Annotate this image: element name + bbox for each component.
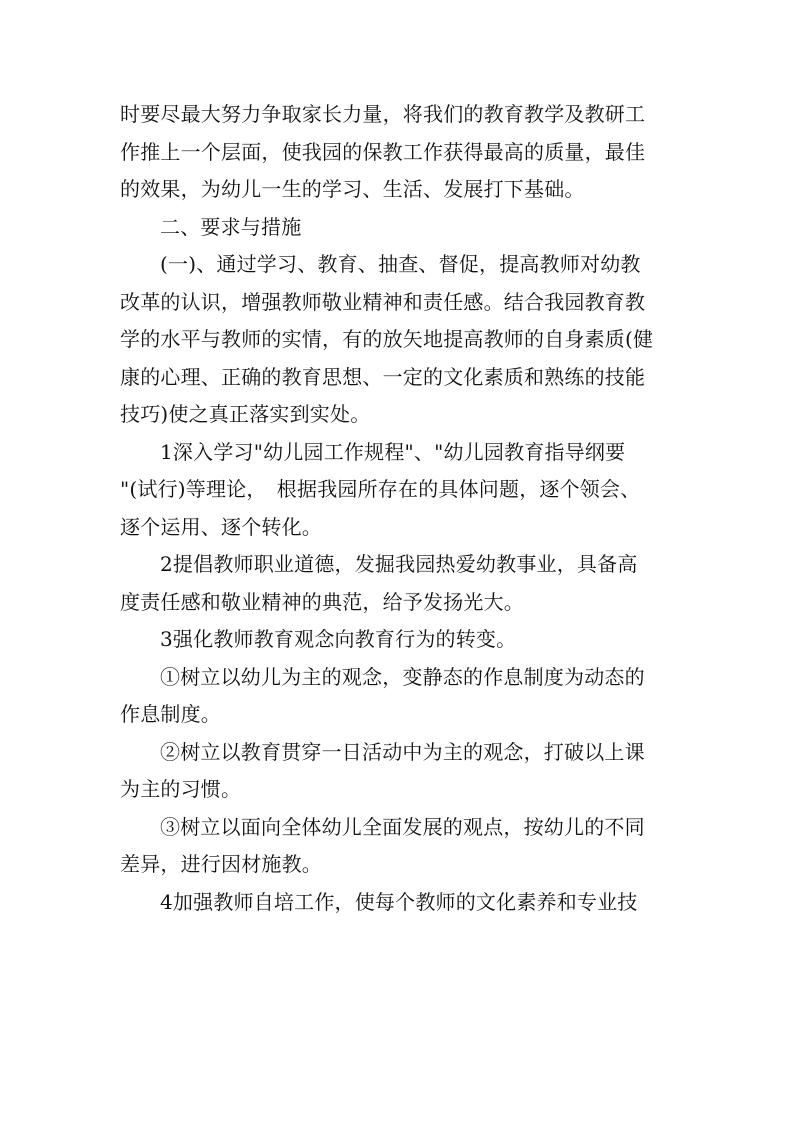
list-item-line: 3强化教师教育观念向教育行为的转变。 (160, 627, 517, 651)
document-body (120, 96, 672, 921)
sub-item-line: ②树立以教育贯穿一日活动中为主的观念，打破以上课 (160, 739, 645, 764)
list-item-line: 逐个运用、逐个转化。 (120, 514, 322, 539)
list-item-line: 度责任感和敬业精神的典范，给予发扬光大。 (120, 589, 524, 614)
paragraph-line: (一)、通过学习、教育、抽查、督促，提高教师对幼教 (160, 252, 641, 276)
list-item-line: 2提倡教师职业道德，发掘我园热爱幼教事业，具备高 (160, 552, 638, 576)
sub-item-line: ③树立以面向全体幼儿全面发展的观点，按幼儿的不同 (160, 814, 645, 839)
sub-item-line: 作息制度。 (120, 702, 221, 726)
list-item-line: "(试行)等理论， 根据我园所存在的具体问题，逐个领会、 (120, 477, 641, 501)
paragraph-line: 作推上一个层面，使我园的保教工作获得最高的质量，最佳 (120, 139, 646, 164)
sub-item-line: 差异，进行因材施教。 (120, 852, 322, 876)
paragraph-line: 时要尽最大努力争取家长力量，将我们的教育教学及教研工 (120, 102, 646, 126)
sub-item-line: ①树立以幼儿为主的观念，变静态的作息制度为动态的 (160, 664, 645, 689)
section-heading: 二、要求与措施 (160, 214, 302, 239)
list-item-line: 1深入学习"幼儿园工作规程"、"幼儿园教育指导纲要 (160, 439, 626, 464)
sub-item-line: 为主的习惯。 (120, 777, 242, 801)
paragraph-line: 学的水平与教师的实情，有的放矢地提高教师的自身素质(健 (120, 327, 654, 351)
paragraph-line: 技巧)使之真正落实到实处。 (120, 402, 371, 426)
paragraph-line: 的效果，为幼儿一生的学习、生活、发展打下基础。 (120, 177, 585, 201)
paragraph-line: 康的心理、正确的教育思想、一定的文化素质和熟练的技能 (120, 364, 646, 389)
paragraph-line: 改革的认识，增强教师敬业精神和责任感。结合我园教育教 (120, 289, 646, 314)
list-item-line: 4加强教师自培工作，使每个教师的文化素养和专业技 (160, 889, 638, 914)
